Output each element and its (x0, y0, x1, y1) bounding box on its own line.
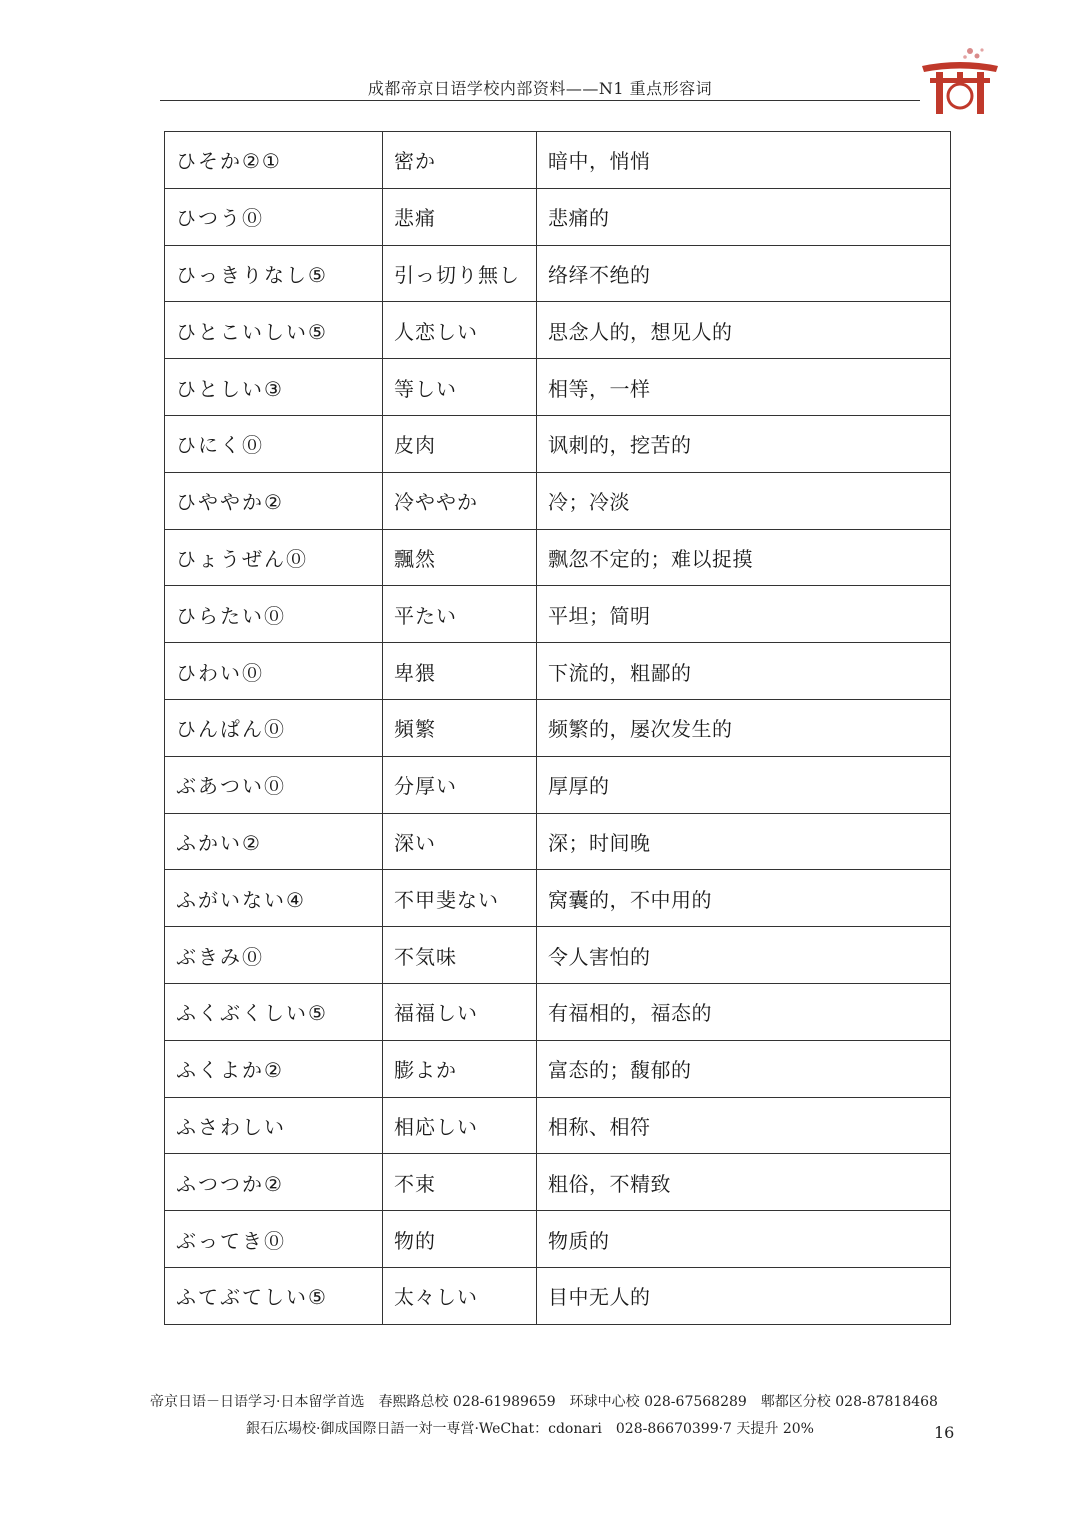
vocab-word-cell: 相応しい (383, 1097, 537, 1154)
table-row (165, 1267, 951, 1324)
table-row (165, 927, 951, 984)
vocab-reading-cell: ひんぱん⓪ (165, 699, 383, 756)
vocab-reading-cell: ひそか②① (165, 132, 383, 189)
vocab-table-body (165, 132, 951, 1325)
vocab-meaning-cell: 平坦；简明 (537, 586, 951, 643)
table-row (165, 643, 951, 700)
vocab-meaning-cell: 窝囊的，不中用的 (537, 870, 951, 927)
vocab-reading-cell: ひっきりなし⑤ (165, 245, 383, 302)
vocab-word-cell: 福福しい (383, 983, 537, 1040)
vocab-word-cell: 不気味 (383, 927, 537, 984)
vocab-word-cell: 分厚い (383, 756, 537, 813)
vocab-word-cell: 飄然 (383, 529, 537, 586)
vocab-meaning-cell: 下流的，粗鄙的 (537, 643, 951, 700)
page-number: 16 (934, 1423, 955, 1442)
vocab-reading-cell: ひらたい⓪ (165, 586, 383, 643)
table-row (165, 529, 951, 586)
vocab-reading-cell: ひにく⓪ (165, 415, 383, 472)
table-row (165, 188, 951, 245)
vocab-meaning-cell: 富态的；馥郁的 (537, 1040, 951, 1097)
vocab-meaning-cell: 思念人的，想见人的 (537, 302, 951, 359)
vocab-word-cell: 深い (383, 813, 537, 870)
vocab-meaning-cell: 有福相的，福态的 (537, 983, 951, 1040)
vocab-reading-cell: ひややか② (165, 472, 383, 529)
vocab-meaning-cell: 相称、相符 (537, 1097, 951, 1154)
vocab-reading-cell: ふてぶてしい⑤ (165, 1267, 383, 1324)
vocab-word-cell: 等しい (383, 359, 537, 416)
vocab-word-cell: 皮肉 (383, 415, 537, 472)
table-row (165, 756, 951, 813)
vocab-meaning-cell: 悲痛的 (537, 188, 951, 245)
vocab-reading-cell: ひょうぜん⓪ (165, 529, 383, 586)
vocab-meaning-cell: 深；时间晚 (537, 813, 951, 870)
table-row (165, 870, 951, 927)
vocab-reading-cell: ふがいない④ (165, 870, 383, 927)
vocab-word-cell: 密か (383, 132, 537, 189)
header-divider (160, 100, 920, 101)
vocab-reading-cell: ふかい② (165, 813, 383, 870)
vocab-reading-cell: ぶあつい⓪ (165, 756, 383, 813)
vocab-word-cell: 太々しい (383, 1267, 537, 1324)
vocab-word-cell: 不束 (383, 1154, 537, 1211)
school-logo (918, 44, 1002, 116)
table-row (165, 415, 951, 472)
vocab-meaning-cell: 络绎不绝的 (537, 245, 951, 302)
vocab-reading-cell: ふさわしい (165, 1097, 383, 1154)
vocab-reading-cell: ふくよか② (165, 1040, 383, 1097)
adjective-vocabulary-table (164, 131, 951, 1325)
vocab-meaning-cell: 物质的 (537, 1211, 951, 1268)
vocab-reading-cell: ひわい⓪ (165, 643, 383, 700)
table-row (165, 586, 951, 643)
vocab-word-cell: 引っ切り無し (383, 245, 537, 302)
torii-logo-icon (918, 44, 1002, 116)
vocab-meaning-cell: 冷；冷淡 (537, 472, 951, 529)
vocab-reading-cell: ふくぶくしい⑤ (165, 983, 383, 1040)
table-row (165, 699, 951, 756)
table-row (165, 245, 951, 302)
table-row (165, 359, 951, 416)
vocab-meaning-cell: 讽刺的，挖苦的 (537, 415, 951, 472)
vocab-reading-cell: ぶってき⓪ (165, 1211, 383, 1268)
vocab-word-cell: 不甲斐ない (383, 870, 537, 927)
table-row (165, 302, 951, 359)
table-row (165, 813, 951, 870)
table-row (165, 1040, 951, 1097)
vocab-word-cell: 人恋しい (383, 302, 537, 359)
vocab-word-cell: 悲痛 (383, 188, 537, 245)
vocab-reading-cell: ふつつか② (165, 1154, 383, 1211)
vocab-word-cell: 物的 (383, 1211, 537, 1268)
vocab-meaning-cell: 厚厚的 (537, 756, 951, 813)
vocab-reading-cell: ひとこいしい⑤ (165, 302, 383, 359)
vocab-word-cell: 卑猥 (383, 643, 537, 700)
table-row (165, 1154, 951, 1211)
table-row (165, 983, 951, 1040)
vocab-meaning-cell: 频繁的，屡次发生的 (537, 699, 951, 756)
vocab-word-cell: 冷ややか (383, 472, 537, 529)
vocab-meaning-cell: 目中无人的 (537, 1267, 951, 1324)
table-row (165, 1097, 951, 1154)
vocab-word-cell: 平たい (383, 586, 537, 643)
document-header-title: 成都帝京日语学校内部资料——N1 重点形容词 (367, 79, 713, 98)
vocab-word-cell: 頻繁 (383, 699, 537, 756)
table-row (165, 132, 951, 189)
vocab-reading-cell: ぶきみ⓪ (165, 927, 383, 984)
vocab-meaning-cell: 暗中，悄悄 (537, 132, 951, 189)
vocab-meaning-cell: 飘忽不定的；难以捉摸 (537, 529, 951, 586)
vocab-reading-cell: ひとしい③ (165, 359, 383, 416)
vocab-meaning-cell: 令人害怕的 (537, 927, 951, 984)
footer-contact-line-1: 帝京日语－日语学习·日本留学首选 春熙路总校 028-61989659 环球中心校 028-67568289 郫都区分校 028-87818468 (150, 1394, 938, 1410)
vocab-word-cell: 膨よか (383, 1040, 537, 1097)
vocab-reading-cell: ひつう⓪ (165, 188, 383, 245)
footer-contact-line-2: 銀石広場校·御成国際日語一対一専営·WeChat：cdonari 028-86670399·7 天提升 20% (246, 1421, 814, 1437)
vocab-meaning-cell: 相等，一样 (537, 359, 951, 416)
table-row (165, 1211, 951, 1268)
table-row (165, 472, 951, 529)
vocab-meaning-cell: 粗俗，不精致 (537, 1154, 951, 1211)
